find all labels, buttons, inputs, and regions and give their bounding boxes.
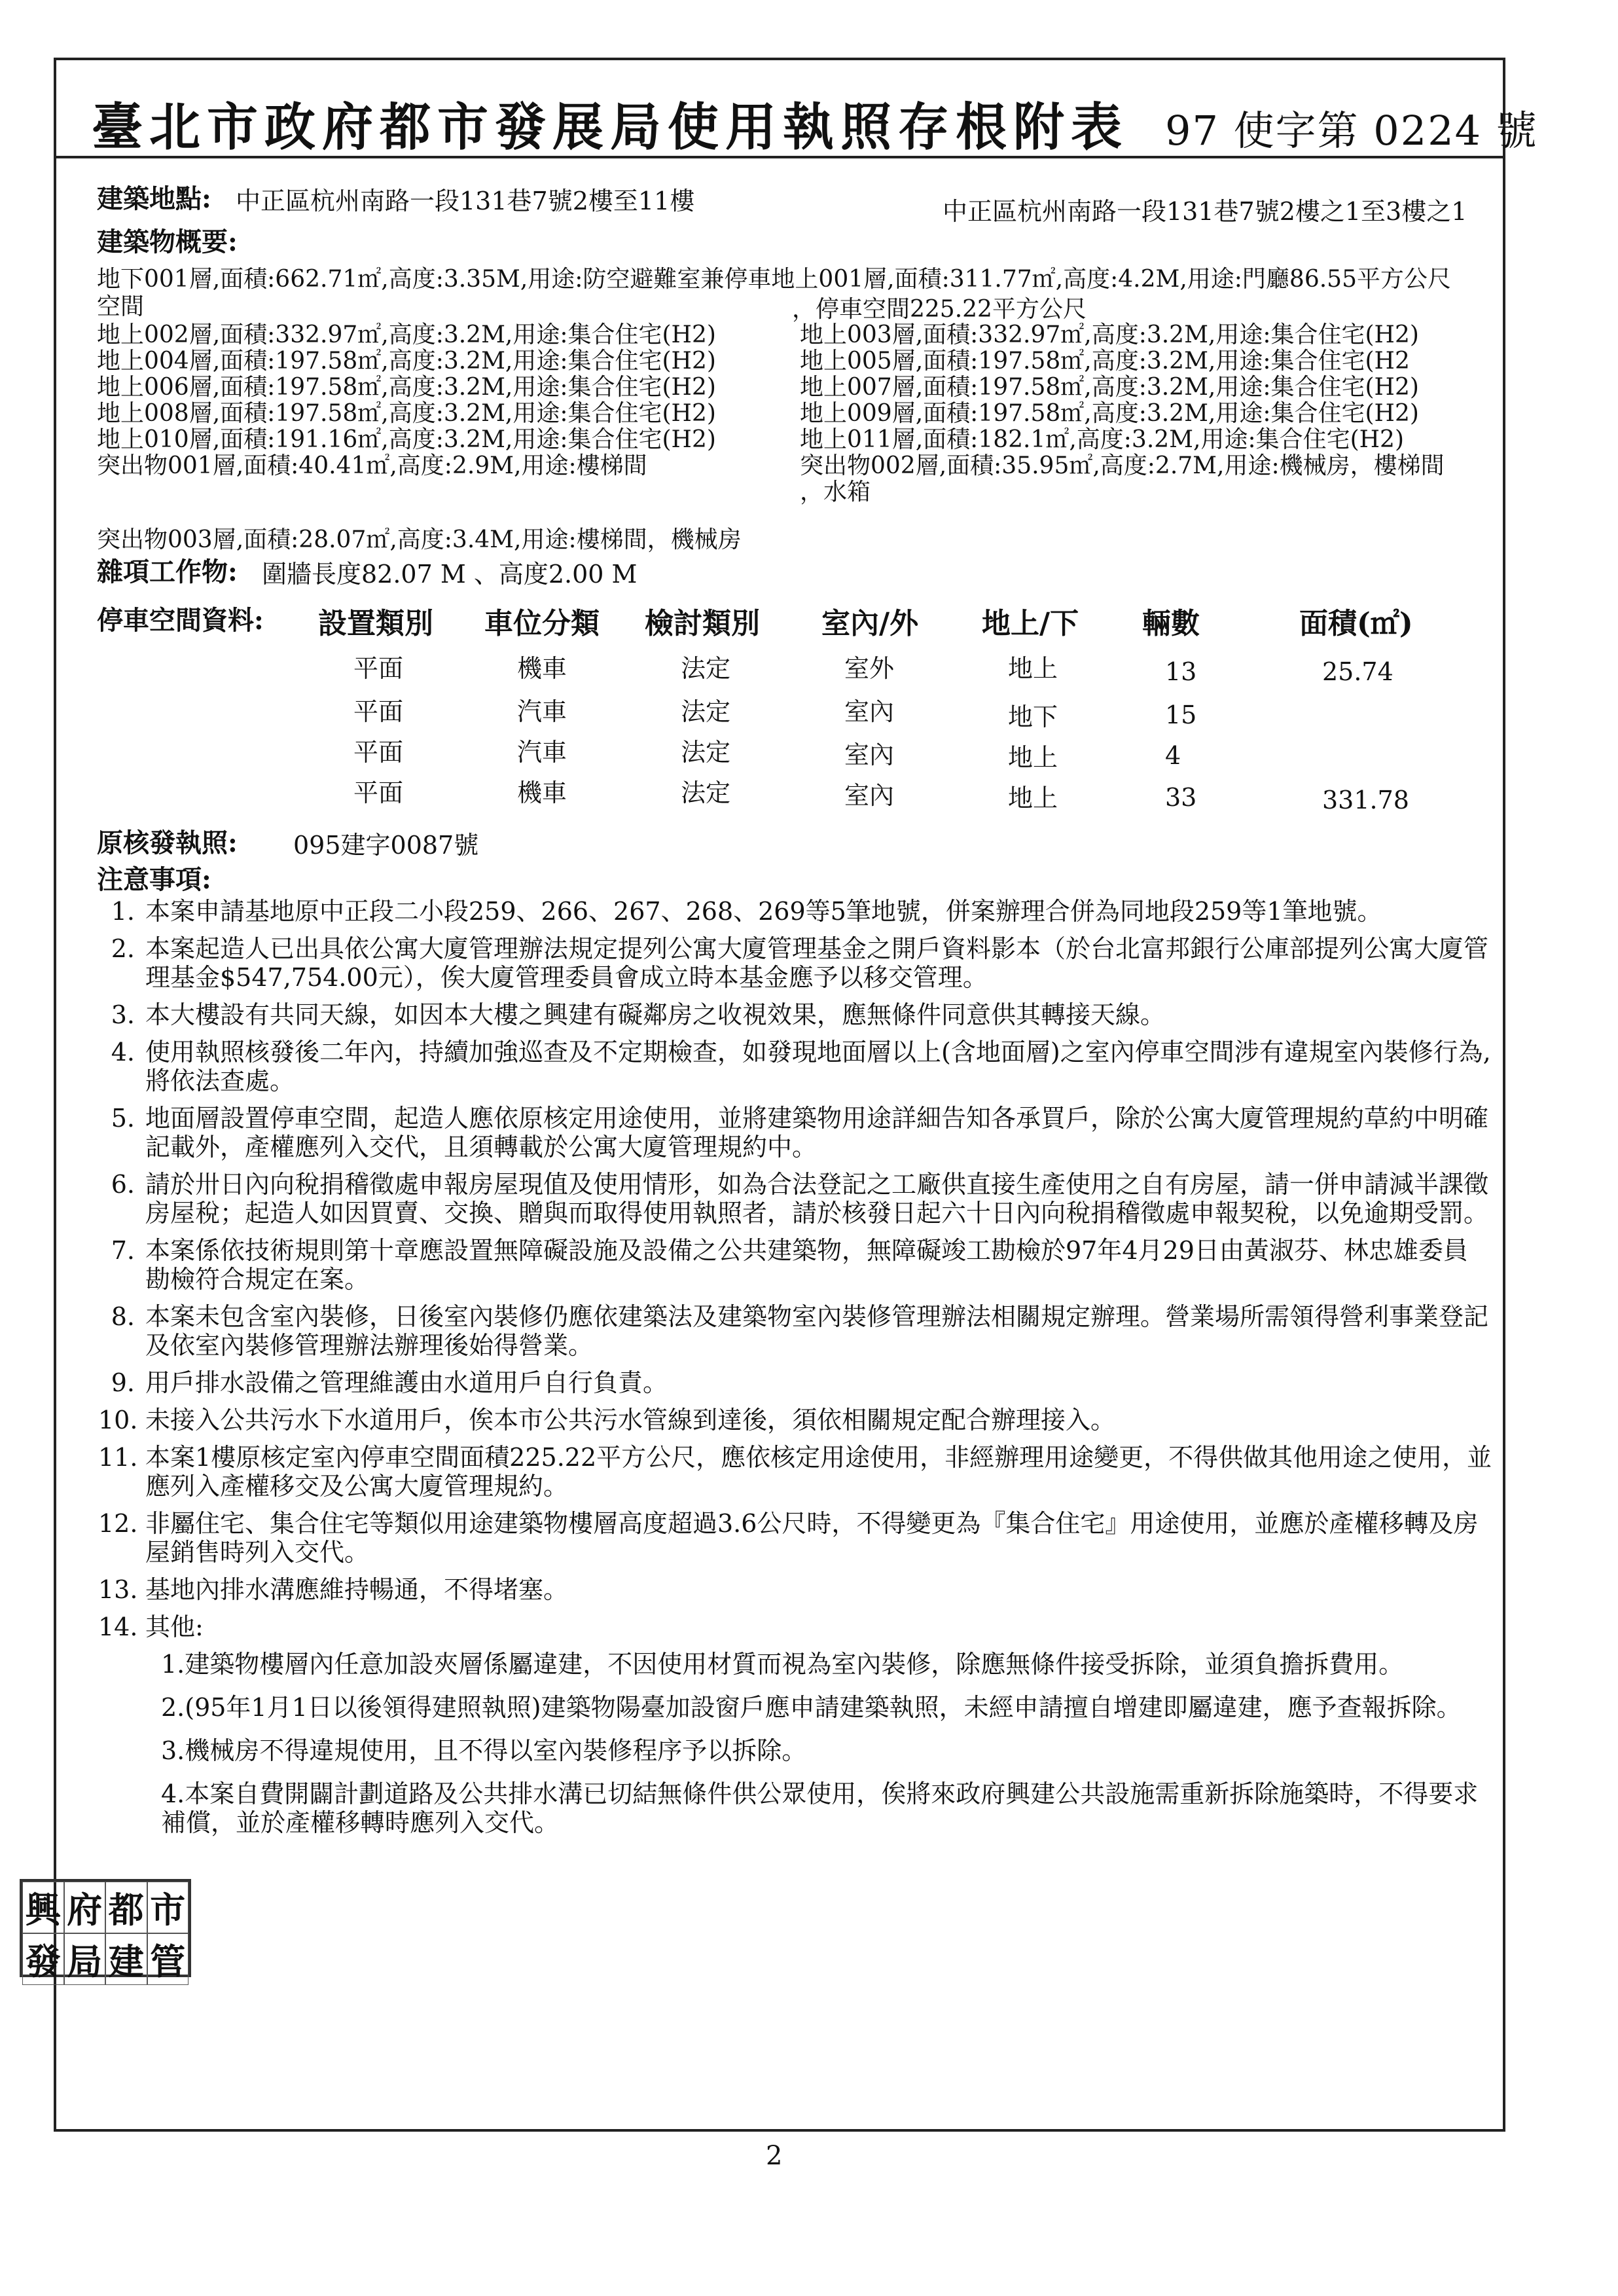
overview-p3: 突出物003層,面積:28.07㎡,高度:3.4M,用途:樓梯間，機械房 bbox=[97, 526, 742, 553]
list-item bbox=[98, 934, 1505, 992]
seal-char: 發 bbox=[22, 1933, 64, 1985]
note-text: 使用執照核發後二年內，持續加強巡查及不定期檢查，如發現地面層以上(含地面層)之室內停車空間涉有違規室內裝修行為,將依法查處。 bbox=[145, 1038, 1491, 1095]
parking-cell: 地上 bbox=[1008, 743, 1058, 772]
parking-cell: 機車 bbox=[517, 778, 567, 807]
note-text: 本案係依技術規則第十章應設置無障礙設施及設備之公共建築物，無障礙竣工勘檢於97年4月29日由黃淑芬、林忠雄委員勘檢符合規定在案。 bbox=[145, 1236, 1468, 1294]
note-text: 本案1樓原核定室內停車空間面積225.22平方公尺，應依核定用途使用，非經辦理用途變更，不得供做其他用途之使用，並應列入產權移交及公寓大廈管理規約。 bbox=[145, 1443, 1492, 1501]
parking-header-level: 地上/下 bbox=[982, 607, 1079, 640]
original-permit-label: 原核發執照: bbox=[97, 828, 238, 858]
note-number: 8. bbox=[111, 1302, 135, 1331]
overview-row: 地上005層,面積:197.58㎡,高度:3.2M,用途:集合住宅(H2 bbox=[800, 348, 1410, 374]
parking-header-review: 檢討類別 bbox=[645, 607, 760, 640]
parking-cell: 13 bbox=[1165, 657, 1197, 686]
parking-cell: 平面 bbox=[353, 654, 404, 683]
overview-row: 地上006層,面積:197.58㎡,高度:3.2M,用途:集合住宅(H2) bbox=[97, 374, 716, 401]
parking-cell: 4 bbox=[1165, 741, 1181, 770]
note-number: 4. bbox=[111, 1038, 135, 1066]
notes-label: 注意事項: bbox=[97, 864, 211, 895]
overview-left-column bbox=[97, 322, 791, 479]
note-text: 非屬住宅、集合住宅等類似用途建築物樓層高度超過3.6公尺時，不得變更為『集合住宅』用途使用，並應於產權移轉及房屋銷售時列入交代。 bbox=[145, 1509, 1479, 1567]
note-number: 1. bbox=[111, 897, 135, 926]
note-number: 7. bbox=[111, 1236, 135, 1265]
parking-header-type: 設置類別 bbox=[318, 607, 433, 640]
parking-cell: 331.78 bbox=[1322, 786, 1409, 814]
parking-cell: 室內 bbox=[844, 740, 895, 769]
list-item bbox=[98, 1302, 1505, 1360]
parking-cell: 法定 bbox=[681, 738, 731, 767]
note-number: 10. bbox=[98, 1406, 138, 1434]
note-sub-item: 1.建築物樓層內任意加設夾層係屬違建，不因使用材質而視為室內裝修，除應無條件接受拆除，並須負擔拆費用。 bbox=[161, 1650, 1404, 1679]
parking-cell: 33 bbox=[1165, 783, 1197, 812]
site-address-1: 中正區杭州南路一段131巷7號2樓至11樓 bbox=[236, 187, 695, 215]
parking-cell: 機車 bbox=[517, 654, 567, 683]
parking-cell: 25.74 bbox=[1322, 657, 1393, 686]
parking-cell: 地上 bbox=[1008, 784, 1058, 812]
note-text: 本案申請基地原中正段二小段259、266、267、268、269等5筆地號，併案辦理合併為同地段259等1筆地號。 bbox=[145, 897, 1382, 926]
note-text: 基地內排水溝應維持暢通，不得堵塞。 bbox=[145, 1575, 569, 1604]
permit-number: 97 使字第 0224 號 bbox=[1165, 107, 1538, 155]
misc-works-label: 雜項工作物: bbox=[97, 556, 238, 587]
misc-works-value: 圍牆長度82.07 M 、高度2.00 M bbox=[262, 560, 638, 589]
parking-header-class: 車位分類 bbox=[484, 607, 600, 640]
notes-list bbox=[98, 897, 1505, 1851]
list-item bbox=[98, 1104, 1505, 1161]
list-item bbox=[98, 1038, 1505, 1095]
parking-cell: 地上 bbox=[1008, 654, 1058, 683]
note-number: 11. bbox=[98, 1443, 138, 1472]
seal-char: 都 bbox=[105, 1882, 147, 1933]
seal-char: 府 bbox=[64, 1882, 106, 1933]
parking-cell: 15 bbox=[1165, 701, 1197, 729]
list-item bbox=[98, 1170, 1505, 1228]
site-address-2: 中正區杭州南路一段131巷7號2樓之1至3樓之1 bbox=[943, 197, 1467, 226]
parking-cell: 室內 bbox=[844, 697, 895, 726]
parking-cell: 平面 bbox=[353, 738, 404, 767]
seal-char: 建 bbox=[105, 1933, 147, 1985]
list-item bbox=[98, 1368, 1505, 1397]
parking-cell: 汽車 bbox=[517, 697, 567, 726]
site-label: 建築地點: bbox=[97, 183, 211, 214]
parking-cell: 汽車 bbox=[517, 738, 567, 767]
note-number: 9. bbox=[111, 1368, 135, 1397]
official-seal bbox=[20, 1879, 191, 1982]
parking-cell: 地下 bbox=[1008, 702, 1058, 731]
overview-right-column bbox=[800, 322, 1494, 505]
list-item bbox=[98, 897, 1505, 926]
note-text: 未接入公共污水下水道用戶，俟本市公共污水管線到達後，須依相關規定配合辦理接入。 bbox=[145, 1406, 1116, 1434]
overview-row: 地上002層,面積:332.97㎡,高度:3.2M,用途:集合住宅(H2) bbox=[97, 321, 716, 348]
overview-row: 突出物002層,面積:35.95㎡,高度:2.7M,用途:機械房，樓梯間 bbox=[800, 452, 1445, 479]
overview-row: 地上011層,面積:182.1㎡,高度:3.2M,用途:集合住宅(H2) bbox=[800, 426, 1404, 453]
overview-label: 建築物概要: bbox=[97, 227, 238, 257]
document-title: 臺北市政府都市發展局使用執照存根附表 bbox=[92, 98, 1129, 157]
note-number: 5. bbox=[111, 1104, 135, 1133]
seal-char: 市 bbox=[147, 1882, 189, 1933]
note-text: 用戶排水設備之管理維護由水道用戶自行負責。 bbox=[145, 1368, 668, 1397]
list-item bbox=[98, 1575, 1505, 1604]
page-number: 2 bbox=[766, 2141, 783, 2171]
parking-cell: 法定 bbox=[681, 778, 731, 807]
list-item bbox=[98, 1443, 1505, 1501]
note-text: 地面層設置停車空間，起造人應依原核定用途使用，並將建築物用途詳細告知各承買戶，除於公寓大廈管理規約草約中明確記載外，產權應列入交代，且須轉載於公寓大廈管理規約中。 bbox=[145, 1104, 1489, 1161]
list-item bbox=[98, 1236, 1505, 1294]
list-item bbox=[98, 1509, 1505, 1567]
note-sub-item: 3.機械房不得違規使用，且不得以室內裝修程序予以拆除。 bbox=[161, 1736, 807, 1765]
note-number: 13. bbox=[98, 1575, 138, 1604]
overview-row: ，水箱 bbox=[800, 479, 871, 505]
parking-header-area: 面積(㎡) bbox=[1299, 607, 1413, 640]
note-text: 其他: bbox=[145, 1613, 204, 1641]
list-item bbox=[98, 1613, 1505, 1641]
overview-row: 突出物001層,面積:40.41㎡,高度:2.9M,用途:樓梯間 bbox=[97, 452, 647, 479]
original-permit-value: 095建字0087號 bbox=[293, 831, 479, 860]
parking-header-count: 輛數 bbox=[1142, 607, 1200, 640]
overview-row: 地上010層,面積:191.16㎡,高度:3.2M,用途:集合住宅(H2) bbox=[97, 426, 716, 453]
seal-char: 局 bbox=[64, 1933, 106, 1985]
parking-header-inout: 室內/外 bbox=[821, 607, 919, 640]
note-text: 請於卅日內向稅捐稽徵處申報房屋現值及使用情形，如為合法登記之工廠供直接生產使用之自有房屋，請一併申請減半課徵房屋稅；起造人如因買賣、交換、贈與而取得使用執照者，請於核發日起六十日內向稅捐稽徵處申報契稅，以免逾期受罰。 bbox=[145, 1170, 1489, 1228]
overview-b1-line2b: ，停車空間225.22平方公尺 bbox=[792, 296, 1087, 323]
overview-row: 地上009層,面積:197.58㎡,高度:3.2M,用途:集合住宅(H2) bbox=[800, 400, 1419, 427]
overview-row: 地上003層,面積:332.97㎡,高度:3.2M,用途:集合住宅(H2) bbox=[800, 321, 1419, 348]
note-text: 本案未包含室內裝修，日後室內裝修仍應依建築法及建築物室內裝修管理辦法相關規定辦理。營業場所需領得營利事業登記及依室內裝修管理辦法辦理後始得營業。 bbox=[145, 1302, 1489, 1360]
note-number: 3. bbox=[111, 1000, 135, 1029]
note-sub-item: 4.本案自費開闢計劃道路及公共排水溝已切結無條件供公眾使用，俟將來政府興建公共設施需重新拆除施築時，不得要求補償，並於產權移轉時應列入交代。 bbox=[161, 1779, 1479, 1837]
note-number: 6. bbox=[111, 1170, 135, 1199]
seal-char: 管 bbox=[147, 1933, 189, 1985]
note-number: 14. bbox=[98, 1613, 138, 1641]
parking-cell: 室外 bbox=[844, 654, 895, 683]
overview-row: 地上004層,面積:197.58㎡,高度:3.2M,用途:集合住宅(H2) bbox=[97, 348, 716, 374]
note-text: 本大樓設有共同天線，如因本大樓之興建有礙鄰房之收視效果，應無條件同意供其轉接天線。 bbox=[145, 1000, 1166, 1029]
parking-label: 停車空間資料: bbox=[97, 605, 264, 636]
note-sub-item: 2.(95年1月1日以後領得建照執照)建築物陽臺加設窗戶應申請建築執照，未經申請擅自增建即屬違建，應予查報拆除。 bbox=[161, 1693, 1462, 1722]
list-item bbox=[98, 1406, 1505, 1434]
overview-row: 地上008層,面積:197.58㎡,高度:3.2M,用途:集合住宅(H2) bbox=[97, 400, 716, 427]
list-item bbox=[98, 1000, 1505, 1029]
overview-b1-line2: 空間 bbox=[97, 293, 145, 320]
parking-cell: 平面 bbox=[353, 697, 404, 726]
parking-cell: 法定 bbox=[681, 697, 731, 726]
note-text: 本案起造人已出具依公寓大廈管理辦法規定提列公寓大廈管理基金之開戶資料影本（於台北富邦銀行公庫部提列公寓大廈管理基金$547,754.00元），俟大廈管理委員會成立時本基金應予以移交管理。 bbox=[145, 934, 1489, 992]
parking-cell: 法定 bbox=[681, 654, 731, 683]
parking-cell: 平面 bbox=[353, 778, 404, 807]
parking-cell: 室內 bbox=[844, 781, 895, 810]
overview-b1-line1: 地下001層,面積:662.71㎡,高度:3.35M,用途:防空避難室兼停車地上001層,面積:311.77㎡,高度:4.2M,用途:門廳86.55平方公尺 bbox=[97, 266, 1451, 293]
note-number: 12. bbox=[98, 1509, 138, 1538]
seal-char: 興 bbox=[22, 1882, 64, 1933]
note-number: 2. bbox=[111, 934, 135, 963]
overview-row: 地上007層,面積:197.58㎡,高度:3.2M,用途:集合住宅(H2) bbox=[800, 374, 1419, 401]
